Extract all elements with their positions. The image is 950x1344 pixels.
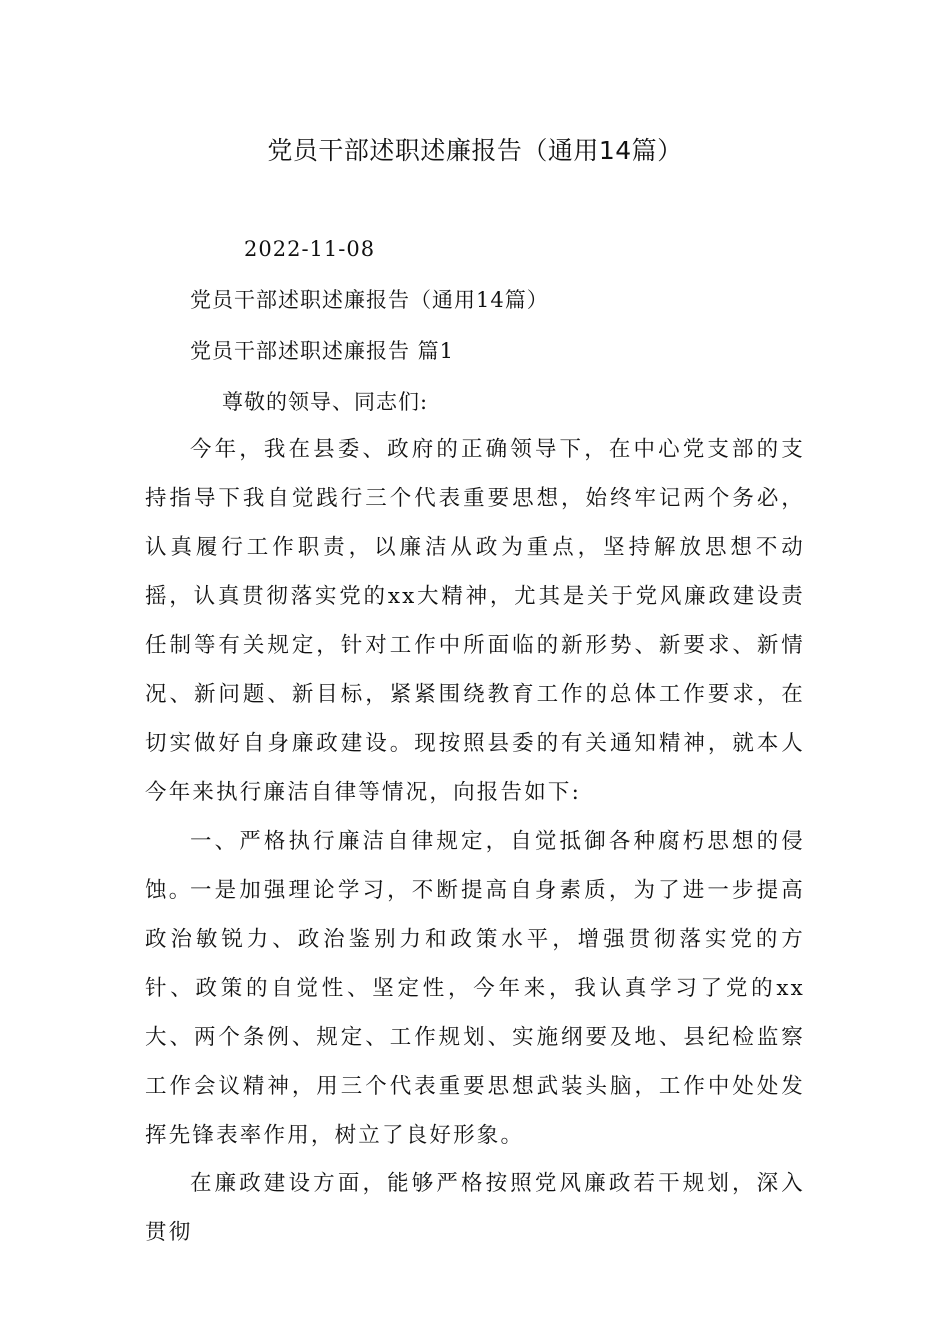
section-heading: 党员干部述职述廉报告 篇1 bbox=[190, 339, 455, 363]
salutation: 尊敬的领导、同志们: bbox=[222, 390, 429, 414]
body-paragraph: 今年，我在县委、政府的正确领导下，在中心党支部的支持指导下我自觉践行三个代表重要思想，始终牢记两个务必，认真履行工作职责，以廉洁从政为重点，坚持解放思想不动摇，认真贯彻落实党的xx大精神，尤其是关于党风廉政建设责任制等有关规定，针对工作中所面临的新形势、新要求、新情况、新问题、新目标，紧紧围绕教育工作的总体工作要求，在切实做好自身廉政建设。现按照县委的有关通知精神，就本人今年来执行廉洁自律等情况，向报告如下: bbox=[145, 437, 805, 805]
body-paragraph: 一是加强理论学习，不断提高自身素质，为了进一步提高政治敏锐力、政治鉴别力和政策水平，增强贯彻落实党的方针、政策的自觉性、坚定性，今年来，我认真学习了党的xx大、两个条例、规定、工作规划、实施纲要及地、县纪检监察工作会议精神，用三个代表重要思想武装头脑，工作中处处发挥先锋表率作用，树立了良好形象。 bbox=[145, 878, 805, 1148]
document-subtitle: 党员干部述职述廉报告（通用14篇） bbox=[190, 288, 549, 312]
body-paragraph: 一、严格执行廉洁自律规定，自觉抵御各种腐朽思想的侵蚀。 bbox=[145, 829, 805, 903]
document-title: 党员干部述职述廉报告（通用14篇） bbox=[267, 136, 683, 165]
body-paragraph: 在廉政建设方面，能够严格按照党风廉政若干规划，深入贯彻 bbox=[145, 1171, 805, 1245]
document-date: 2022-11-08 bbox=[244, 237, 376, 261]
